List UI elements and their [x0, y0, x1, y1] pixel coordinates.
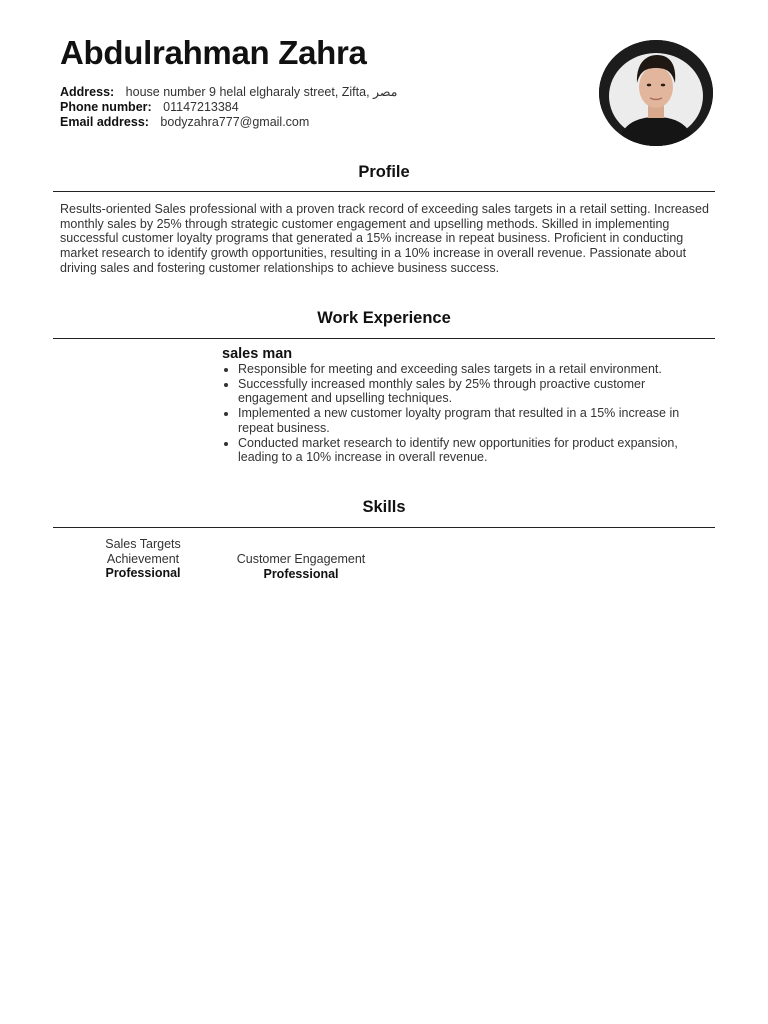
job-bullet: • Conducted market research to identify new opportunities for product expansion, leading to a 10% increase in overall revenue.	[238, 436, 708, 465]
job-responsibilities	[222, 362, 708, 465]
skill-item	[221, 552, 381, 581]
skill-level: Professional	[263, 566, 339, 581]
email-value: bodyzahra777@gmail.com	[160, 114, 310, 129]
candidate-name: Abdulrahman Zahra	[60, 34, 367, 71]
skill-name: Sales Targets Achievement	[105, 537, 181, 566]
skills-divider	[53, 527, 715, 528]
skill-level: Professional	[105, 566, 181, 581]
address-row	[60, 85, 397, 100]
job-bullet: • Implemented a new customer loyalty program that resulted in a 15% increase in repeat business.	[238, 406, 708, 435]
job-title: sales man	[222, 346, 293, 362]
phone-row	[60, 100, 397, 115]
profile-summary: Results-oriented Sales professional with a proven track record of exceeding sales targets in a retail setting. Increased monthly sales by 25% through strategic customer engagement and upselling methods. Skilled in implementing successful customer loyalty programs that generated a 15% increase in repeat business. Proficient in conducting market research to identify growth opportunities, resulting in a 10% increase in overall revenue. Passionate about driving sales and fostering customer relationships to achieve business success.	[60, 202, 709, 275]
job-bullet: • Successfully increased monthly sales by 25% through proactive customer engagement and upselling techniques.	[238, 377, 708, 406]
address-value: house number 9 helal elgharaly street, Zifta, مصر	[125, 85, 398, 99]
email-label: Email address:	[60, 114, 149, 129]
email-row	[60, 115, 397, 130]
profile-photo	[599, 40, 713, 146]
address-label: Address:	[60, 85, 115, 99]
skill-item	[63, 537, 223, 581]
phone-value: 01147213384	[163, 99, 239, 114]
skill-name: Customer Engagement	[236, 552, 366, 566]
profile-divider	[53, 191, 715, 192]
phone-label: Phone number:	[60, 99, 152, 114]
job-bullet: • Responsible for meeting and exceeding sales targets in a retail environment.	[238, 362, 708, 377]
contact-details	[60, 85, 397, 129]
skills-heading: Skills	[362, 498, 406, 516]
profile-heading: Profile	[358, 163, 410, 181]
work-experience-divider	[53, 338, 715, 339]
work-experience-heading: Work Experience	[317, 309, 451, 327]
